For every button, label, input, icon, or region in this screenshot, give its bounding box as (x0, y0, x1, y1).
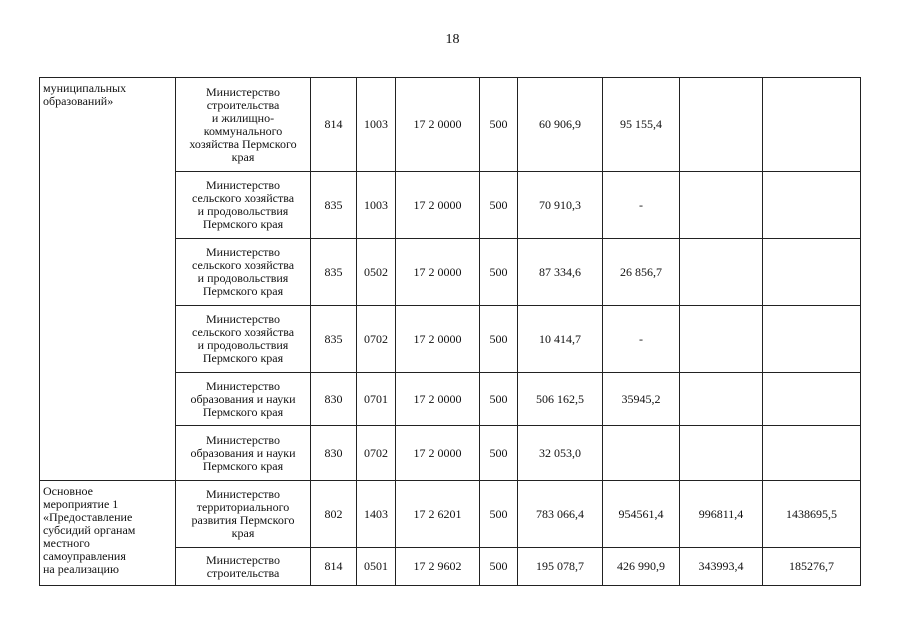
grbs-code-cell: 814 (311, 548, 357, 586)
amount-cell: - (603, 306, 680, 373)
grbs-code-cell: 830 (311, 426, 357, 481)
section-code-cell: 0701 (357, 373, 396, 426)
grbs-code-cell: 835 (311, 239, 357, 306)
grbs-code-cell: 802 (311, 481, 357, 548)
amount-cell: 343993,4 (680, 548, 763, 586)
expense-type-cell: 500 (480, 548, 518, 586)
target-article-cell: 17 2 0000 (396, 426, 480, 481)
section-code-cell: 0502 (357, 239, 396, 306)
amount-cell: 87 334,6 (518, 239, 603, 306)
target-article-cell: 17 2 0000 (396, 78, 480, 172)
grbs-code-cell: 835 (311, 172, 357, 239)
agency-cell: Министерство территориального развития Пермского края (176, 481, 311, 548)
section-code-cell: 0702 (357, 306, 396, 373)
expense-type-cell: 500 (480, 426, 518, 481)
amount-cell: 426 990,9 (603, 548, 680, 586)
budget-table (39, 77, 861, 586)
target-article-cell: 17 2 9602 (396, 548, 480, 586)
expense-type-cell: 500 (480, 306, 518, 373)
amount-cell (680, 172, 763, 239)
target-article-cell: 17 2 6201 (396, 481, 480, 548)
target-article-cell: 17 2 0000 (396, 373, 480, 426)
table-row (40, 78, 861, 172)
amount-cell: 70 910,3 (518, 172, 603, 239)
amount-cell: 996811,4 (680, 481, 763, 548)
agency-cell: Министерство образования и науки Пермского края (176, 373, 311, 426)
amount-cell: 954561,4 (603, 481, 680, 548)
amount-cell (680, 239, 763, 306)
section-code-cell: 0702 (357, 426, 396, 481)
amount-cell: 195 078,7 (518, 548, 603, 586)
grbs-code-cell: 835 (311, 306, 357, 373)
amount-cell (763, 426, 861, 481)
amount-cell (680, 373, 763, 426)
amount-cell (763, 306, 861, 373)
grbs-code-cell: 814 (311, 78, 357, 172)
amount-cell (680, 306, 763, 373)
grbs-code-cell: 830 (311, 373, 357, 426)
expense-type-cell: 500 (480, 481, 518, 548)
program-cell: Основное мероприятие 1 «Предоставление субсидий органам местного самоуправления на реализацию (40, 481, 176, 586)
agency-cell: Министерство сельского хозяйства и продовольствия Пермского края (176, 306, 311, 373)
amount-cell (763, 172, 861, 239)
agency-cell: Министерство строительства и жилищно- коммунального хозяйства Пермского края (176, 78, 311, 172)
table-row (40, 481, 861, 548)
section-code-cell: 1403 (357, 481, 396, 548)
amount-cell: 35945,2 (603, 373, 680, 426)
amount-cell: 95 155,4 (603, 78, 680, 172)
amount-cell: 32 053,0 (518, 426, 603, 481)
amount-cell (763, 373, 861, 426)
expense-type-cell: 500 (480, 78, 518, 172)
agency-cell: Министерство строительства (176, 548, 311, 586)
target-article-cell: 17 2 0000 (396, 239, 480, 306)
amount-cell: - (603, 172, 680, 239)
amount-cell (680, 78, 763, 172)
amount-cell: 26 856,7 (603, 239, 680, 306)
amount-cell: 185276,7 (763, 548, 861, 586)
amount-cell: 1438695,5 (763, 481, 861, 548)
expense-type-cell: 500 (480, 373, 518, 426)
section-code-cell: 1003 (357, 172, 396, 239)
agency-cell: Министерство образования и науки Пермского края (176, 426, 311, 481)
agency-cell: Министерство сельского хозяйства и продовольствия Пермского края (176, 239, 311, 306)
expense-type-cell: 500 (480, 239, 518, 306)
amount-cell (763, 239, 861, 306)
amount-cell: 60 906,9 (518, 78, 603, 172)
expense-type-cell: 500 (480, 172, 518, 239)
amount-cell (603, 426, 680, 481)
amount-cell: 783 066,4 (518, 481, 603, 548)
amount-cell (763, 78, 861, 172)
agency-cell: Министерство сельского хозяйства и продовольствия Пермского края (176, 172, 311, 239)
target-article-cell: 17 2 0000 (396, 172, 480, 239)
page-number: 18 (445, 32, 460, 47)
section-code-cell: 1003 (357, 78, 396, 172)
amount-cell: 10 414,7 (518, 306, 603, 373)
amount-cell (680, 426, 763, 481)
program-cell: муниципальных образований» (40, 78, 176, 481)
target-article-cell: 17 2 0000 (396, 306, 480, 373)
amount-cell: 506 162,5 (518, 373, 603, 426)
section-code-cell: 0501 (357, 548, 396, 586)
